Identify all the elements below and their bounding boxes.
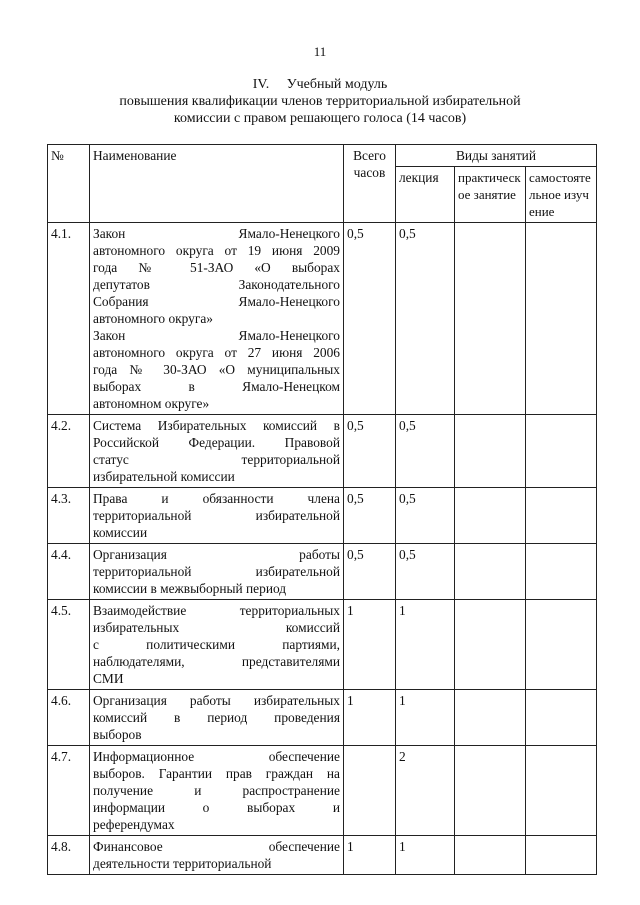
row-name-line: комиссии в межвыборный период — [93, 581, 287, 596]
row-total: 1 — [344, 836, 396, 875]
row-number: 4.6. — [48, 690, 90, 746]
row-name-line: информации о выборах и — [93, 800, 340, 815]
row-name-line: года № 51-ЗАО «О выборах — [93, 260, 340, 275]
table-row — [48, 223, 597, 415]
row-lecture: 2 — [396, 746, 455, 836]
row-name-line: Финансовое обеспечение — [93, 839, 340, 854]
row-name-line: Российской Федерации. Правовой — [93, 435, 340, 450]
row-self — [526, 415, 597, 488]
table-row — [48, 415, 597, 488]
row-name — [90, 415, 344, 488]
row-name — [90, 223, 344, 415]
curriculum-table — [47, 144, 597, 875]
table-row — [48, 488, 597, 544]
row-practice — [455, 690, 526, 746]
row-name — [90, 600, 344, 690]
header-practice: практическое занятие — [455, 167, 526, 223]
row-name-line: Организация работы — [93, 547, 340, 562]
row-number: 4.8. — [48, 836, 90, 875]
row-name — [90, 488, 344, 544]
row-practice — [455, 223, 526, 415]
heading-line-1: IV. Учебный модуль — [252, 77, 388, 92]
row-name-line: комиссии — [93, 525, 148, 540]
row-name-line: референдумах — [93, 817, 175, 832]
row-name-line: Собрания Ямало-Ненецкого — [93, 294, 340, 309]
row-self — [526, 544, 597, 600]
header-num: № — [48, 145, 90, 223]
module-heading — [0, 76, 640, 127]
row-number: 4.2. — [48, 415, 90, 488]
row-lecture: 0,5 — [396, 415, 455, 488]
row-name-line: комиссий в период проведения — [93, 710, 340, 725]
row-name-line: получение и распространение — [93, 783, 340, 798]
row-name-line: деятельности территориальной — [93, 856, 272, 871]
row-total: 0,5 — [344, 488, 396, 544]
row-name-line: выборах в Ямало-Ненецком — [93, 379, 340, 394]
row-name-line: автономного округа от 27 июня 2006 — [93, 345, 340, 360]
row-name-line: с политическими партиями, — [93, 637, 340, 652]
heading-line-3: комиссии с правом решающего голоса (14 часов) — [173, 111, 467, 126]
row-total: 1 — [344, 690, 396, 746]
row-number: 4.5. — [48, 600, 90, 690]
header-lecture: лекция — [396, 167, 455, 223]
row-name — [90, 836, 344, 875]
row-name-line: автономном округе» — [93, 396, 210, 411]
row-name-line: Система Избирательных комиссий в — [93, 418, 340, 433]
row-number: 4.4. — [48, 544, 90, 600]
row-number: 4.1. — [48, 223, 90, 415]
row-name-line: территориальной избирательной — [93, 564, 340, 579]
table-row — [48, 544, 597, 600]
row-total: 0,5 — [344, 223, 396, 415]
row-name-line: автономного округа от 19 июня 2009 — [93, 243, 340, 258]
row-self — [526, 600, 597, 690]
header-name: Наименование — [90, 145, 344, 223]
row-name-line: наблюдателями, представителями — [93, 654, 340, 669]
row-name-line: статус территориальной — [93, 452, 340, 467]
row-self — [526, 746, 597, 836]
row-name-line: Информационное обеспечение — [93, 749, 340, 764]
row-name — [90, 746, 344, 836]
row-lecture: 1 — [396, 600, 455, 690]
row-name-line: Взаимодействие территориальных — [93, 603, 340, 618]
table-row — [48, 600, 597, 690]
row-name-line: выборов — [93, 727, 142, 742]
row-practice — [455, 836, 526, 875]
table-header-row — [48, 145, 597, 167]
row-name-line: Закон Ямало-Ненецкого — [93, 226, 340, 241]
row-name-line: избирательной комиссии — [93, 469, 235, 484]
row-name-line: Организация работы избирательных — [93, 693, 340, 708]
row-self — [526, 836, 597, 875]
row-name — [90, 544, 344, 600]
row-lecture: 1 — [396, 690, 455, 746]
row-self — [526, 690, 597, 746]
row-lecture: 0,5 — [396, 223, 455, 415]
row-total: 1 — [344, 600, 396, 690]
table-row — [48, 690, 597, 746]
row-number: 4.7. — [48, 746, 90, 836]
heading-line-2: повышения квалификации членов территориальной избирательной — [119, 94, 521, 109]
row-name-line: избирательных комиссий — [93, 620, 340, 635]
row-practice — [455, 415, 526, 488]
row-name-line: Закон Ямало-Ненецкого — [93, 328, 340, 343]
row-practice — [455, 746, 526, 836]
table-row — [48, 746, 597, 836]
row-name-line: СМИ — [93, 671, 124, 686]
row-practice — [455, 488, 526, 544]
row-self — [526, 223, 597, 415]
row-total: 0,5 — [344, 544, 396, 600]
row-name-line: выборов. Гарантии прав граждан на — [93, 766, 340, 781]
row-lecture: 1 — [396, 836, 455, 875]
page-number: 11 — [313, 44, 327, 59]
row-lecture: 0,5 — [396, 488, 455, 544]
row-total: 0,5 — [344, 415, 396, 488]
row-name-line: территориальной избирательной — [93, 508, 340, 523]
header-self: самостоятельное изучение — [526, 167, 597, 223]
row-name-line: года № 30-ЗАО «О муниципальных — [93, 362, 340, 377]
row-total — [344, 746, 396, 836]
row-name-line: Права и обязанности члена — [93, 491, 340, 506]
row-name — [90, 690, 344, 746]
row-number: 4.3. — [48, 488, 90, 544]
table-row — [48, 836, 597, 875]
header-types: Виды занятий — [396, 145, 597, 167]
row-practice — [455, 544, 526, 600]
row-practice — [455, 600, 526, 690]
row-name-line: автономного округа» — [93, 311, 213, 326]
row-name-line: депутатов Законодательного — [93, 277, 340, 292]
row-self — [526, 488, 597, 544]
row-lecture: 0,5 — [396, 544, 455, 600]
header-total: Всего часов — [344, 145, 396, 223]
